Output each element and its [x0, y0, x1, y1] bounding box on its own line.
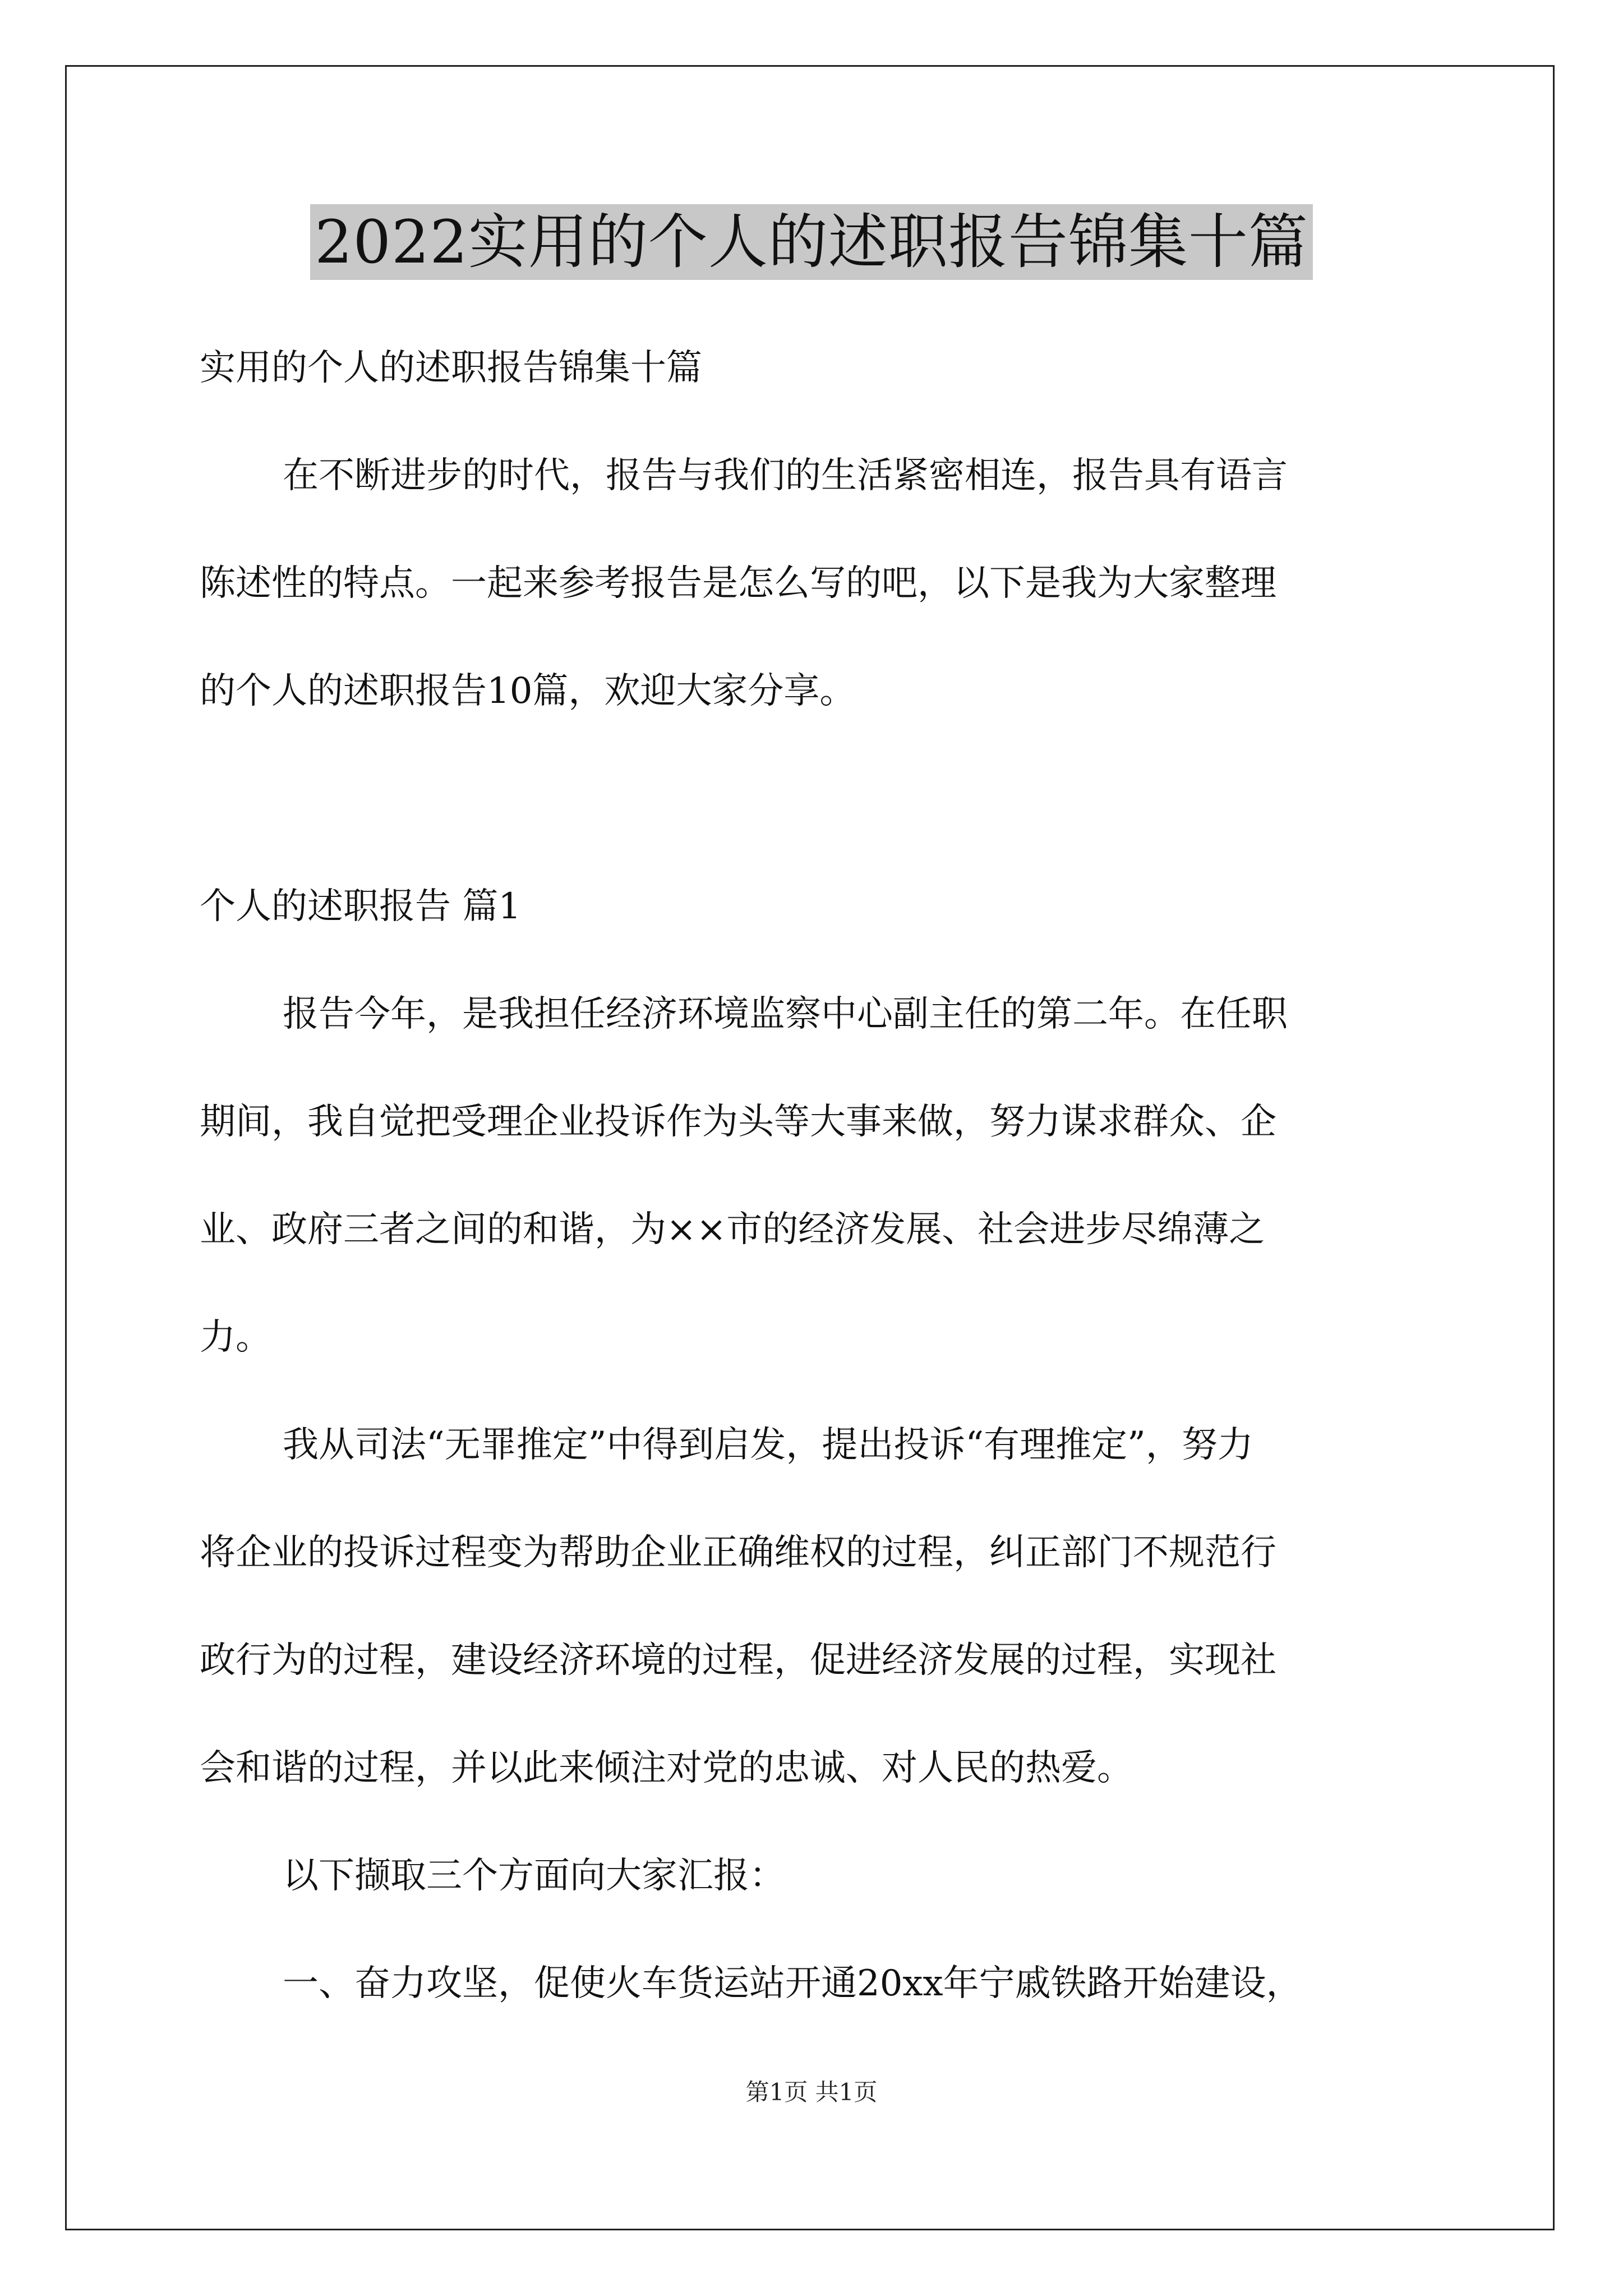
paragraph2-line-3: 政行为的过程，建设经济环境的过程，促进经济发展的过程，实现社: [200, 1640, 1276, 1681]
paragraph2-line-4: 会和谐的过程，并以此来倾注对党的忠诚、对人民的热爱。: [200, 1747, 1133, 1789]
paragraph1-line-3: 业、政府三者之间的和谐，为××市的经济发展、社会进步尽绵薄之: [200, 1209, 1265, 1250]
page-number: 第1页 共1页: [745, 2078, 878, 2106]
paragraph1-line-2: 期间，我自觉把受理企业投诉作为头等大事来做，努力谋求群众、企: [200, 1101, 1276, 1143]
intro-line-2: 陈述性的特点。一起来参考报告是怎么写的吧，以下是我为大家整理: [200, 563, 1276, 604]
paragraph3-line: 以下撷取三个方面向大家汇报：: [283, 1855, 785, 1897]
page-footer: [0, 2076, 1623, 2109]
intro-line-3: 的个人的述职报告10篇，欢迎大家分享。: [200, 670, 856, 712]
paragraph2-line-1: 我从司法“无罪推定”中得到启发，提出投诉“有理推定”，努力: [283, 1424, 1253, 1466]
document-title: 2022实用的个人的述职报告锦集十篇: [310, 204, 1313, 280]
subtitle: 实用的个人的述职报告锦集十篇: [200, 347, 702, 389]
blank-line: [200, 745, 1428, 853]
document-body: [200, 314, 1428, 2037]
paragraph1-line-4: 力。: [200, 1317, 271, 1358]
intro-line-1: 在不断进步的时代，报告与我们的生活紧密相连，报告具有语言: [283, 455, 1288, 496]
paragraph1-line-1: 报告今年，是我担任经济环境监察中心副主任的第二年。在任职: [283, 993, 1288, 1035]
title-area: [0, 204, 1623, 280]
section-heading: 个人的述职报告 篇1: [200, 886, 522, 927]
paragraph4-line: 一、奋力攻坚，促使火车货运站开通20xx年宁戚铁路开始建设，: [283, 1963, 1302, 2004]
paragraph2-line-2: 将企业的投诉过程变为帮助企业正确维权的过程，纠正部门不规范行: [200, 1532, 1276, 1573]
